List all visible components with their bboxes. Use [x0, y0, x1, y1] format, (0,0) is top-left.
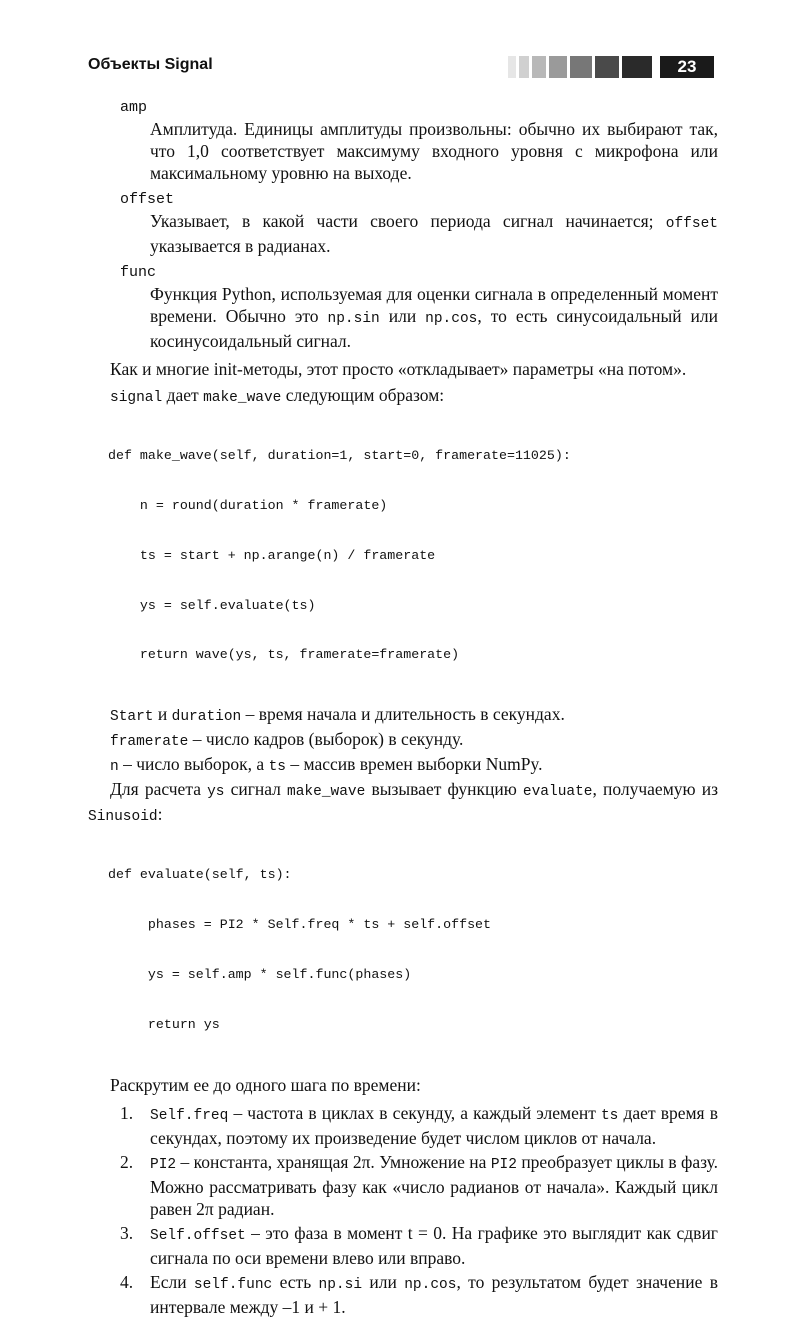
param-desc-text: Указывает, в какой части своего периода сигнал начинается;: [150, 211, 666, 231]
inline-code: PI2: [490, 1157, 517, 1174]
inline-code: make_wave: [287, 784, 366, 801]
text-run: – массив времен выборки NumPy.: [285, 754, 543, 775]
page-header: [0, 0, 800, 90]
code-line: return ys: [108, 1016, 220, 1032]
text-run: Если: [150, 1272, 194, 1293]
text-run: дает время в секундах, поэтому их произведение будет числом циклов от начала.: [150, 1103, 718, 1149]
header-bar: [549, 56, 567, 78]
inline-code: Self.freq: [150, 1108, 229, 1125]
header-bar: [570, 56, 592, 78]
code-line: n = round(duration * framerate): [108, 497, 388, 513]
code-line: return wave(ys, ts, framerate=framerate): [108, 647, 460, 663]
param-desc-offset: [150, 210, 718, 257]
steps-list: [88, 1102, 718, 1318]
text-run: или: [362, 1272, 405, 1293]
text-run: , то результатом будет значение в интервале между –1 и + 1.: [150, 1272, 718, 1318]
paragraph-evaluate-intro: [88, 778, 718, 828]
text-run: и: [153, 704, 172, 725]
list-number: 4.: [120, 1272, 134, 1293]
header-bar: [508, 56, 516, 78]
inline-code: duration: [171, 709, 242, 726]
inline-code: n: [110, 759, 119, 776]
inline-code: ys: [207, 784, 225, 801]
text-run: :: [157, 804, 163, 825]
inline-code: framerate: [110, 734, 189, 751]
text-run: преобразует циклы в фазу. Можно рассматривать фазу как «число радианов от начала». Каждый цикл равен 2π радиан.: [150, 1152, 719, 1220]
inline-code: signal: [110, 390, 163, 406]
text-run: Для расчета: [110, 779, 208, 800]
code-line: ts = start + np.arange(n) / framerate: [108, 547, 436, 563]
list-item: [88, 1151, 718, 1220]
paragraph-n-ts: [88, 753, 718, 778]
text-run: вызывает функцию: [365, 779, 523, 800]
inline-code: offset: [665, 216, 718, 232]
list-number: 1.: [120, 1103, 134, 1124]
param-desc-func: [150, 283, 718, 352]
code-line: def make_wave(self, duration=1, start=0, framerate=11025):: [108, 448, 571, 464]
list-number: 3.: [120, 1223, 134, 1244]
inline-code: make_wave: [203, 390, 282, 406]
param-desc-text: Амплитуда. Единицы амплитуды произвольны: обычно их выбирают так, что 1,0 соответствует максимуму входного уровня с микрофона или максимальному уровню на выходе.: [150, 119, 718, 183]
text-run: дает: [162, 385, 204, 405]
param-name-offset: offset: [120, 191, 175, 208]
header-bar: [519, 56, 529, 78]
param-desc-text: указывается в радианах.: [150, 236, 331, 256]
page-body: [88, 94, 718, 1320]
paragraph-init: Как и многие init-методы, этот просто «откладывает» параметры «на потом».: [110, 359, 687, 379]
text-run: – константа, хранящая 2π. Умножение на: [176, 1152, 491, 1173]
text-run: – число выборок, а: [118, 754, 269, 775]
list-item: [88, 1271, 718, 1318]
param-name-func: func: [120, 264, 157, 281]
param-desc-text: Функция Python, используемая для оценки сигнала в определенный момент времени. Обычно это: [150, 284, 718, 326]
inline-code: np.si: [318, 1277, 363, 1294]
inline-code: Self.offset: [150, 1228, 246, 1245]
inline-code: np.cos: [425, 311, 478, 327]
paragraph-unroll: Раскрутим ее до одного шага по времени:: [110, 1075, 421, 1096]
inline-code: self.func: [193, 1277, 273, 1294]
param-name-amp: amp: [120, 99, 148, 116]
inline-code: ts: [600, 1108, 619, 1125]
list-item: [88, 1102, 718, 1149]
code-line: ys = self.amp * self.func(phases): [108, 966, 412, 982]
text-run: , получаемую из: [592, 779, 718, 800]
inline-code: Sinusoid: [88, 809, 158, 826]
param-desc-text: , то есть синусоидальный или косинусоидальный сигнал.: [150, 306, 719, 351]
inline-code: evaluate: [522, 784, 593, 801]
list-item: [88, 1222, 718, 1269]
param-desc-amp: [150, 118, 718, 184]
header-bar: [532, 56, 546, 78]
page-number: 23: [660, 56, 714, 78]
inline-code: np.cos: [404, 1277, 457, 1294]
code-block-evaluate: [108, 834, 718, 1066]
paragraph-make-wave-intro: [88, 384, 718, 409]
paragraph-framerate: [88, 728, 718, 753]
list-number: 2.: [120, 1152, 134, 1173]
code-line: def evaluate(self, ts):: [108, 867, 292, 883]
code-line: phases = PI2 * Self.freq * ts + self.offset: [108, 917, 492, 933]
text-run: следующим образом:: [281, 385, 445, 405]
header-bar: [622, 56, 652, 78]
paragraph-start-duration: [88, 703, 718, 728]
text-run: сигнал: [224, 779, 288, 800]
code-line: ys = self.evaluate(ts): [108, 597, 316, 613]
running-title: Объекты Signal: [88, 56, 213, 73]
param-desc-text: или: [379, 306, 426, 326]
text-run: – время начала и длительность в секундах.: [241, 704, 565, 725]
code-block-make-wave: [108, 415, 718, 697]
text-run: – это фаза в момент t = 0. На графике это выглядит как сдвиг сигнала по оси времени влево или вправо.: [150, 1223, 718, 1269]
inline-code: Start: [110, 709, 154, 726]
inline-code: ts: [268, 759, 286, 776]
header-gradient-bars: [508, 56, 652, 78]
inline-code: PI2: [150, 1157, 177, 1174]
text-run: есть: [272, 1272, 319, 1293]
header-bar: [595, 56, 619, 78]
inline-code: np.sin: [327, 311, 380, 327]
text-run: – число кадров (выборок) в секунду.: [188, 729, 464, 750]
text-run: – частота в циклах в секунду, а каждый элемент: [228, 1103, 601, 1124]
